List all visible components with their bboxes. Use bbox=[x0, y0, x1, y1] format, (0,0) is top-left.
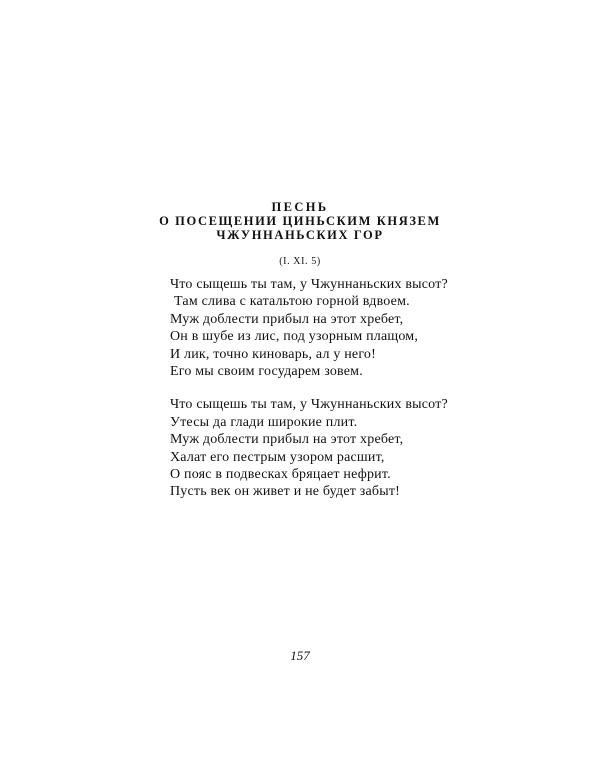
verse-line: Муж доблести прибыл на этот хребет, bbox=[170, 311, 404, 327]
page-number: 157 bbox=[290, 648, 310, 663]
poem-body bbox=[170, 276, 470, 517]
verse-line: Халат его пестрым узором расшит, bbox=[170, 449, 385, 465]
verse-line: Утесы да глади широкие плит. bbox=[170, 414, 358, 430]
verse-line: Пусть век он живет и не будет забыт! bbox=[170, 484, 401, 500]
source-reference: (I. XI. 5) bbox=[279, 256, 321, 267]
verse-line: Он в шубе из лис, под узорным плащом, bbox=[170, 329, 419, 345]
title-line: ПЕСНЬ bbox=[271, 200, 329, 214]
verse-line: Муж доблести прибыл на этот хребет, bbox=[170, 432, 404, 448]
verse-line: Там слива с катальтою горной вдвоем. bbox=[174, 294, 410, 310]
poem-title bbox=[150, 200, 450, 242]
verse-line: Что сыщешь ты там, у Чжуннаньских высот? bbox=[170, 397, 448, 413]
verse-line: О пояс в подвесках бряцает нефрит. bbox=[170, 467, 391, 483]
verse-line: Его мы своим государем зовем. bbox=[170, 364, 363, 380]
title-line: ЧЖУННАНЬСКИХ ГОР bbox=[216, 228, 384, 242]
stanza bbox=[170, 276, 470, 380]
title-line: О ПОСЕЩЕНИИ ЦИНЬСКИМ КНЯЗЕМ bbox=[159, 214, 441, 228]
stanza bbox=[170, 396, 470, 500]
verse-line: И лик, точно киноварь, ал у него! bbox=[170, 346, 376, 362]
verse-line: Что сыщешь ты там, у Чжуннаньских высот? bbox=[170, 277, 448, 292]
